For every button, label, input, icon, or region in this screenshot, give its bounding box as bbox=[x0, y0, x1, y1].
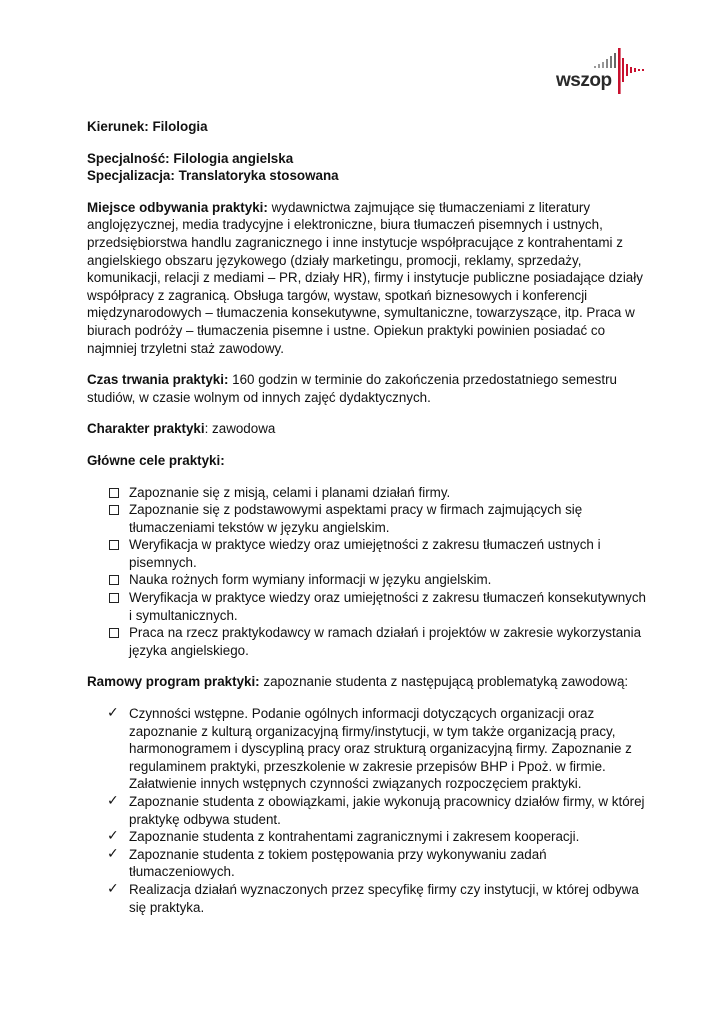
document-content bbox=[87, 118, 647, 916]
kierunek-line bbox=[87, 118, 647, 136]
specjalizacja-line bbox=[87, 167, 647, 185]
list-item: Zapoznanie się z podstawowymi aspektami pracy w firmach zajmujących się tłumaczeniami tekstów w języku angielskim. bbox=[87, 501, 647, 536]
checkbox-square-icon bbox=[109, 628, 119, 638]
specjalnosc-label: Specjalność: bbox=[87, 150, 170, 166]
list-item: ✓ Zapoznanie studenta z kontrahentami zagranicznymi i zakresem kooperacji. bbox=[107, 828, 580, 845]
specjalizacja-label: Specjalizacja: bbox=[87, 168, 175, 184]
wszop-logo bbox=[556, 48, 650, 98]
charakter-paragraph bbox=[87, 420, 647, 438]
list-item: ✓ Zapoznanie studenta z tokiem postępowania przy wykonywaniu zadań tłumaczeniowych. bbox=[107, 845, 547, 880]
czas-label: Czas trwania praktyki: bbox=[87, 372, 229, 388]
checkbox-square-icon bbox=[109, 505, 119, 515]
czas-text: 160 godzin w terminie do zakończenia przedostatniego semestru studiów, w czasie wolnym od innych zajęć dydaktycznych. bbox=[87, 372, 617, 405]
logo-text: wszop bbox=[556, 70, 612, 91]
list-item: ✓ Zapoznanie studenta z obowiązkami, jakie wykonują pracownicy działów firmy, w której praktykę odbywa student. bbox=[107, 793, 645, 827]
list-item: Zapoznanie się z misją, celami i planami działań firmy. bbox=[87, 484, 647, 502]
miejsce-label: Miejsce odbywania praktyki: bbox=[87, 199, 268, 215]
czas-paragraph bbox=[87, 371, 647, 406]
checkmark-icon: ✓ bbox=[107, 880, 119, 897]
charakter-text: : zawodowa bbox=[204, 421, 276, 437]
kierunek-label: Kierunek: bbox=[87, 119, 149, 134]
checkmark-icon: ✓ bbox=[107, 705, 119, 722]
program-label: Ramowy program praktyki: bbox=[87, 674, 260, 690]
checkmark-icon: ✓ bbox=[107, 845, 119, 862]
list-item: ✓ Realizacja działań wyznaczonych przez specyfikę firmy czy instytucji, w której odbywa się praktyka. bbox=[107, 880, 639, 915]
program-text: zapoznanie studenta z następującą problematyką zawodową: bbox=[263, 674, 629, 690]
specjalizacja-value: Translatoryka stosowana bbox=[178, 168, 339, 184]
miejsce-paragraph bbox=[87, 199, 647, 357]
charakter-label: Charakter praktyki bbox=[87, 421, 205, 437]
list-item: Weryfikacja w praktyce wiedzy oraz umiejętności z zakresu tłumaczeń konsekutywnych i symultanicznych. bbox=[87, 589, 647, 624]
program-paragraph bbox=[87, 673, 647, 691]
checkmark-icon: ✓ bbox=[107, 793, 119, 809]
kierunek-value: Filologia bbox=[152, 119, 208, 134]
cele-heading: Główne cele praktyki: bbox=[87, 452, 225, 468]
list-item: Nauka rożnych form wymiany informacji w języku angielskim. bbox=[87, 571, 647, 589]
list-item: Weryfikacja w praktyce wiedzy oraz umiejętności z zakresu tłumaczeń ustnych i pisemnych. bbox=[87, 536, 647, 571]
checkbox-square-icon bbox=[109, 488, 119, 498]
checkbox-square-icon bbox=[109, 540, 119, 550]
specjalnosc-value: Filologia angielska bbox=[173, 150, 294, 166]
specjalnosc-line bbox=[87, 150, 647, 168]
list-item: ✓ Czynności wstępne. Podanie ogólnych informacji dotyczących organizacji oraz zapoznanie z kulturą organizacyjną firmy/instytucji, w tym także organizacją pracy, harmonogramem i dyscypliną pracy oraz strukturą organizacyjną firmy. Zapoznanie z regulaminem praktyki, przeszkolenie w zakresie przepisów BHP i Ppoż. w firmie. Załatwienie innych wstępnych czynności związanych rozpoczęciem praktyki. bbox=[107, 705, 632, 792]
checkbox-square-icon bbox=[109, 593, 119, 603]
checkbox-square-icon bbox=[109, 575, 119, 585]
program-list bbox=[87, 705, 647, 916]
checkmark-icon: ✓ bbox=[107, 828, 119, 845]
miejsce-text: wydawnictwa zajmujące się tłumaczeniami z literatury anglojęzycznej, media tradycyjne i elektroniczne, biura tłumaczeń pisemnych i ustnych, przedsiębiorstwa handlu zagranicznego i inne instytucje współpracujące z kontrahentami z angielskiego obszaru językowego (działy marketingu, promocji, reklamy, sprzedaży, komunikacji, relacji z mediami – PR, działy HR), firmy i instytucje publiczne posiadające działy współpracy z zagranicą. Obsługa targów, wystaw, spotkań biznesowych i konferencji międzynarodowych – tłumaczenia konsekutywne, symultaniczne, towarzyszące, itp. Praca w biurach podróży – tłumaczenia pisemne i ustne. Opiekun praktyki powinien posiadać co najmniej trzyletni staż zawodowy. bbox=[87, 199, 643, 356]
cele-list bbox=[87, 484, 647, 660]
list-item: Praca na rzecz praktykodawcy w ramach działań i projektów w zakresie wykorzystania języka angielskiego. bbox=[87, 624, 647, 659]
